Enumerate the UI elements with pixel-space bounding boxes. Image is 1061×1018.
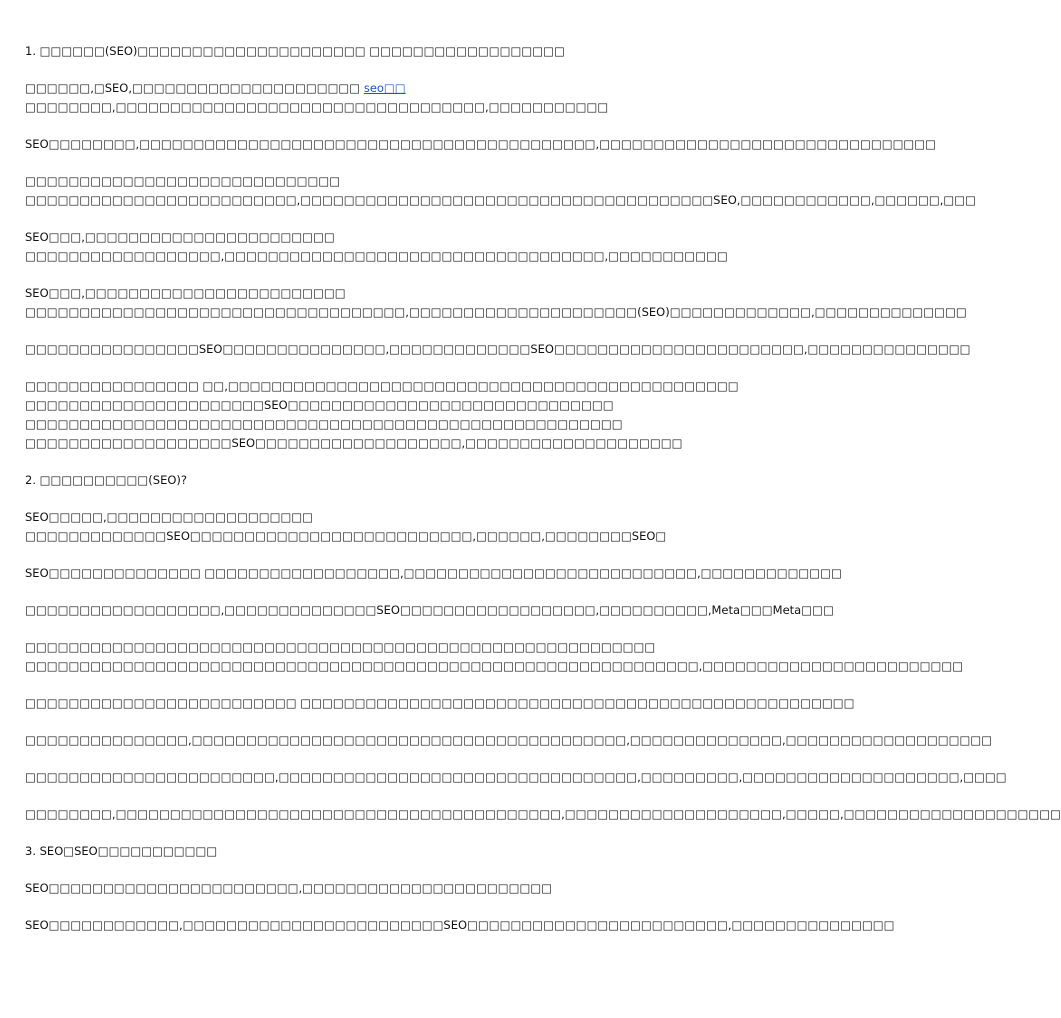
line-text: SEO□□□□□□□□□□□□□□ □□□□□□□□□□□□□□□□□□,□□□□□□□□□□□□□□□□□□□□□□□□□□□,□□□□□□□□□□□□□ [25, 566, 842, 580]
line-text: SEO□□□,□□□□□□□□□□□□□□□□□□□□□□□ [25, 230, 335, 244]
text-line [25, 638, 720, 657]
text-line [25, 527, 720, 546]
line-text: SEO□□□□□□□□□□□□,□□□□□□□□□□□□□□□□□□□□□□□□SEO□□□□□□□□□□□□□□□□□□□□□□□□,□□□□□□□□□□□□□□□ [25, 918, 895, 932]
text-line [25, 415, 720, 434]
text-line [25, 564, 842, 583]
paragraph-gap [25, 787, 720, 805]
text-line [25, 79, 720, 98]
text-line [25, 340, 971, 359]
line-text: □□□□□□□□□□□□□□□□□□□□□□□□□□□□□□□□□□□,□□□□□□□□□□□□□□□□□□□□□(SEO)□□□□□□□□□□□□□,□□□□□□□□□□□□□□ [25, 305, 967, 319]
paragraph-gap [25, 322, 720, 340]
text-line [25, 42, 720, 61]
text-line [25, 228, 720, 247]
text-line [25, 694, 855, 713]
line-text: □□□□□□□□□□□□□SEO□□□□□□□□□□□□□□□□□□□□□□□□□□,□□□□□□,□□□□□□□□SEO□ [25, 529, 667, 543]
paragraph-gap [25, 898, 720, 916]
paragraph-gap [25, 154, 720, 172]
text-line [25, 601, 834, 620]
paragraph-gap [25, 61, 720, 79]
paragraph-gap [25, 620, 720, 638]
line-text: SEO□□□□□□□□,□□□□□□□□□□□□□□□□□□□□□□□□□□□□□□□□□□□□□□□□□□,□□□□□□□□□□□□□□□□□□□□□□□□□□□□□□□ [25, 137, 937, 151]
line-text: SEO□□□,□□□□□□□□□□□□□□□□□□□□□□□□ [25, 286, 346, 300]
text-line [25, 172, 720, 191]
line-text: □□□□□□□□□□□□□□□,□□□□□□□□□□□□□□□□□□□□□□□□□□□□□□□□□□□□□□□□,□□□□□□□□□□□□□□,□□□□□□□□□□□□□□□□□□□ [25, 733, 993, 747]
text-line [25, 284, 720, 303]
line-text: □□□□□□□□□□□□□□□□□□□□□□□□□□□□□ [25, 174, 341, 188]
text-line [25, 471, 720, 490]
text-line [25, 657, 964, 676]
line-text: □□□□□□□□□□□□□□□□□□□□□□□□□ □□□□□□□□□□□□□□□□□□□□□□□□□□□□□□□□□□□□□□□□□□□□□□□□□□□ [25, 696, 855, 710]
line-text: □□□□□□□□,□□□□□□□□□□□□□□□□□□□□□□□□□□□□□□□□□□,□□□□□□□□□□□ [25, 100, 609, 114]
line-text: □□□□□□□□□□□□□□□□□□□□□□SEO□□□□□□□□□□□□□□□□□□□□□□□□□□□□□□ [25, 398, 614, 412]
paragraph-gap [25, 861, 720, 879]
text-line [25, 805, 1061, 824]
line-text: □□□□□□□□□□□□□□□□ □□,□□□□□□□□□□□□□□□□□□□□□□□□□□□□□□□□□□□□□□□□□□□□□□□ [25, 379, 739, 393]
paragraph-gap [25, 546, 720, 564]
text-line [25, 879, 720, 898]
text-line [25, 916, 895, 935]
text-line [25, 247, 728, 266]
paragraph-gap [25, 676, 720, 694]
text-line [25, 135, 937, 154]
paragraph-gap [25, 583, 720, 601]
seo-link[interactable]: seo□□ [363, 81, 406, 95]
line-text: □□□□□□□□□□□□□□□□□□□□□□□□□□□□□□□□□□□□□□□□□□□□□□□□□□□□□□□ [25, 417, 623, 431]
paragraph-gap [25, 490, 720, 508]
document-lines [25, 42, 1061, 935]
text-line [25, 191, 976, 210]
document-body [25, 42, 1061, 935]
text-line [25, 434, 720, 453]
line-text: □□□□□□□□,□□□□□□□□□□□□□□□□□□□□□□□□□□□□□□□□□□□□□□□□□,□□□□□□□□□□□□□□□□□□□□,□□□□□,□□□□□□□□□□□□□□□□□□□□ [25, 807, 1061, 821]
paragraph-gap [25, 713, 720, 731]
text-line [25, 508, 720, 527]
line-text: 2. □□□□□□□□□□(SEO)? [25, 473, 187, 487]
text-line [25, 98, 720, 117]
line-text: □□□□□□,□SEO,□□□□□□□□□□□□□□□□□□□□□ [25, 81, 361, 95]
line-text: □□□□□□□□□□□□□□□□□□,□□□□□□□□□□□□□□□□□□□□□□□□□□□□□□□□□□□,□□□□□□□□□□□ [25, 249, 728, 263]
paragraph-gap [25, 359, 720, 377]
paragraph-gap [25, 266, 720, 284]
paragraph-gap [25, 210, 720, 228]
text-line [25, 768, 1007, 787]
text-line [25, 731, 993, 750]
paragraph-gap [25, 117, 720, 135]
line-text: □□□□□□□□□□□□□□□□□□□□□□□,□□□□□□□□□□□□□□□□□□□□□□□□□□□□□□□□□,□□□□□□□□□,□□□□□□□□□□□□□□□□□□□□,□□□□ [25, 770, 1007, 784]
line-text: □□□□□□□□□□□□□□□□□□□□□□□□□□□□□□□□□□□□□□□□□□□□□□□□□□□□□□□□□□□□□□,□□□□□□□□□□□□□□□□□□□□□□□□ [25, 659, 964, 673]
line-text: 3. SEO□SEO□□□□□□□□□□□ [25, 844, 218, 858]
line-text: □□□□□□□□□□□□□□□□□□□□□□□□□,□□□□□□□□□□□□□□□□□□□□□□□□□□□□□□□□□□□□□□SEO,□□□□□□□□□□□□,□□□□□□,□□□ [25, 193, 976, 207]
line-text: □□□□□□□□□□□□□□□□□□□□□□□□□□□□□□□□□□□□□□□□□□□□□□□□□□□□□□□□□□ [25, 640, 656, 654]
text-line [25, 396, 720, 415]
line-text: 1. □□□□□□(SEO)□□□□□□□□□□□□□□□□□□□□□ □□□□□□□□□□□□□□□□□□ [25, 44, 565, 58]
line-text: □□□□□□□□□□□□□□□□□□,□□□□□□□□□□□□□□SEO□□□□□□□□□□□□□□□□□□,□□□□□□□□□□,Meta□□□Meta□□□ [25, 603, 834, 617]
line-text: SEO□□□□□□□□□□□□□□□□□□□□□□□,□□□□□□□□□□□□□□□□□□□□□□□ [25, 881, 553, 895]
paragraph-gap [25, 750, 720, 768]
text-line [25, 842, 720, 861]
text-line [25, 303, 967, 322]
paragraph-gap [25, 453, 720, 471]
text-line [25, 377, 739, 396]
line-text: □□□□□□□□□□□□□□□□SEO□□□□□□□□□□□□□□□,□□□□□□□□□□□□□SEO□□□□□□□□□□□□□□□□□□□□□□□,□□□□□□□□□□□□□□□ [25, 342, 971, 356]
line-text: SEO□□□□□,□□□□□□□□□□□□□□□□□□□ [25, 510, 314, 524]
line-text: □□□□□□□□□□□□□□□□□□□SEO□□□□□□□□□□□□□□□□□□□,□□□□□□□□□□□□□□□□□□□□ [25, 436, 683, 450]
paragraph-gap [25, 824, 720, 842]
